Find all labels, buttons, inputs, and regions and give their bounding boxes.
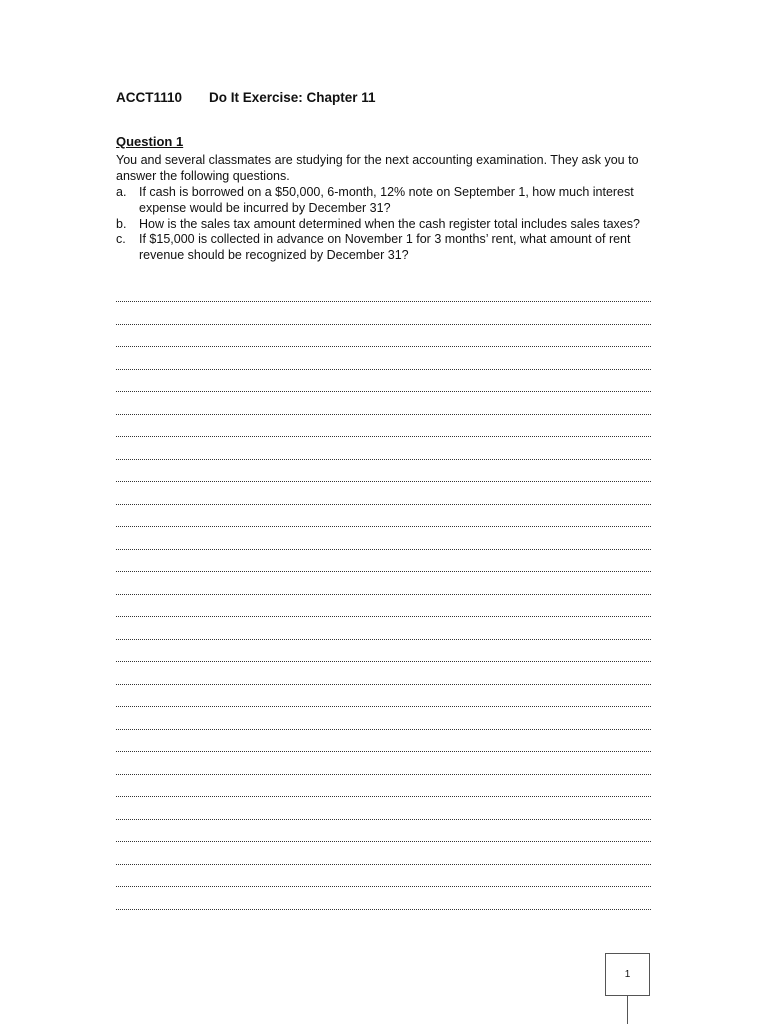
answer-line <box>116 414 651 415</box>
answer-line <box>116 459 651 460</box>
page-number-connector <box>627 996 628 1024</box>
answer-line <box>116 346 651 347</box>
answer-line <box>116 819 651 820</box>
answer-line <box>116 909 651 910</box>
answer-line <box>116 841 651 842</box>
course-code: ACCT1110 <box>116 90 183 105</box>
answer-line <box>116 504 651 505</box>
answer-line <box>116 639 651 640</box>
exercise-title: Do It Exercise: Chapter 11 <box>209 90 376 105</box>
answer-line <box>116 549 651 550</box>
answer-line <box>116 324 651 325</box>
answer-line <box>116 684 651 685</box>
question-item-c <box>116 232 646 264</box>
question-title: Question 1 <box>116 134 184 149</box>
answer-line <box>116 301 651 302</box>
answer-line <box>116 661 651 662</box>
answer-line <box>116 481 651 482</box>
answer-line <box>116 774 651 775</box>
answer-line <box>116 796 651 797</box>
document-header <box>116 90 376 105</box>
item-marker: c. <box>116 232 126 247</box>
item-marker: b. <box>116 216 127 231</box>
answer-line <box>116 369 651 370</box>
answer-line <box>116 436 651 437</box>
page-number: 1 <box>624 969 631 980</box>
answer-line <box>116 886 651 887</box>
answer-line <box>116 571 651 572</box>
item-text: If $15,000 is collected in advance on November 1 for 3 months’ rent, what amount of rent revenue should be recognized by December 31? <box>139 232 631 263</box>
answer-line <box>116 864 651 865</box>
answer-lines <box>116 301 651 931</box>
answer-line <box>116 391 651 392</box>
answer-line <box>116 594 651 595</box>
item-marker: a. <box>116 185 127 199</box>
question-intro: You and several classmates are studying for the next accounting examination. They ask you to answer the following questions. <box>116 153 639 183</box>
answer-line <box>116 729 651 730</box>
item-text: How is the sales tax amount determined when the cash register total includes sales taxes? <box>139 216 640 231</box>
question-item-a <box>116 185 646 217</box>
page-number-box <box>605 953 650 996</box>
answer-line <box>116 616 651 617</box>
item-text: If cash is borrowed on a $50,000, 6-month, 12% note on September 1, how much interest expense would be incurred by December 31? <box>139 185 634 215</box>
question-item-b <box>116 217 646 233</box>
answer-line <box>116 706 651 707</box>
question-items <box>116 185 646 264</box>
answer-line <box>116 526 651 527</box>
answer-line <box>116 751 651 752</box>
